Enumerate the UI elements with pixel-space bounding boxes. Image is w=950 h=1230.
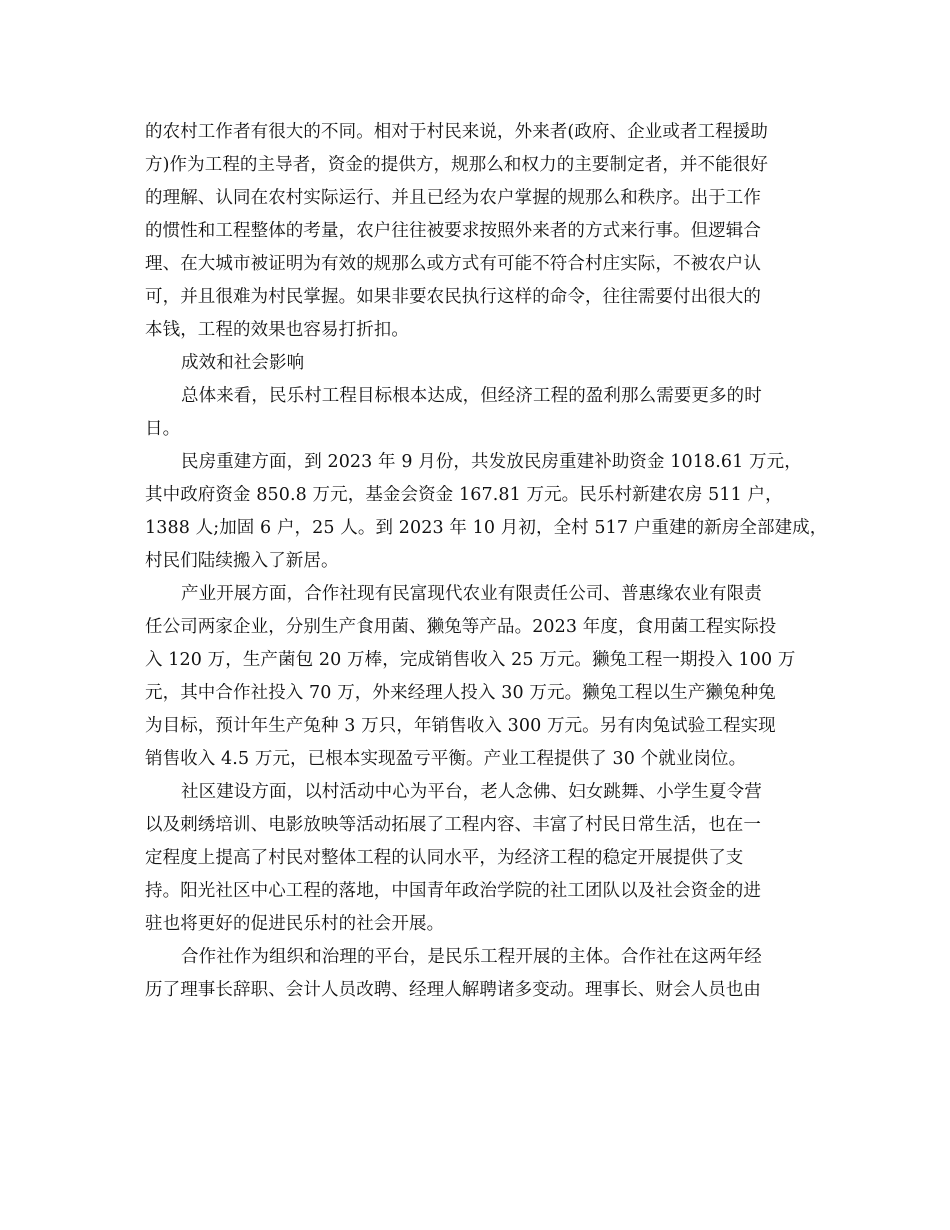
text-line: 元，其中合作社投入 70 万，外来经理人投入 30 万元。獭兔工程以生产獭兔种兔 — [145, 683, 776, 703]
text-line: 合作社作为组织和治理的平台，是民乐工程开展的主体。合作社在这两年经 — [181, 947, 762, 967]
text-line: 的理解、认同在农村实际运行、并且已经为农户掌握的规那么和秩序。出于工作 — [145, 188, 761, 208]
paragraph-overview — [145, 380, 805, 446]
text-line: 方)作为工程的主导者，资金的提供方，规那么和权力的主要制定者，并不能很好 — [145, 155, 768, 175]
paragraph-industry — [145, 578, 805, 776]
text-line: 可，并且很难为村民掌握。如果非要农民执行这样的命令，往往需要付出很大的 — [145, 287, 761, 307]
text-line: 销售收入 4.5 万元，已根本实现盈亏平衡。产业工程提供了 30 个就业岗位。 — [145, 749, 747, 769]
text-line: 任公司两家企业，分别生产食用菌、獭兔等产品。2023 年度，食用菌工程实际投 — [145, 617, 777, 637]
paragraph-housing — [145, 446, 828, 578]
heading-text: 成效和社会影响 — [181, 353, 305, 373]
paragraph-continuation — [145, 116, 805, 347]
paragraph-cooperative — [145, 941, 805, 1007]
text-line: 为目标，预计年生产兔种 3 万只，年销售收入 300 万元。另有肉兔试验工程实现 — [145, 716, 776, 736]
document-body — [145, 116, 828, 1007]
text-line: 历了理事长辞职、会计人员改聘、经理人解聘诸多变动。理事长、财会人员也由 — [145, 980, 761, 1000]
text-line: 日。 — [145, 419, 181, 439]
text-line: 的农村工作者有很大的不同。相对于村民来说，外来者(政府、企业或者工程援助 — [145, 122, 768, 142]
text-line: 总体来看，民乐村工程目标根本达成，但经济工程的盈利那么需要更多的时 — [181, 386, 762, 406]
section-heading — [145, 347, 805, 380]
text-line: 驻也将更好的促进民乐村的社会开展。 — [145, 914, 445, 934]
text-line: 民房重建方面，到 2023 年 9 月份，共发放民房重建补助资金 1018.61 万元， — [181, 452, 802, 472]
text-line: 村民们陆续搬入了新居。 — [145, 551, 339, 571]
text-line: 其中政府资金 850.8 万元，基金会资金 167.81 万元。民乐村新建农房 511 户， — [145, 485, 783, 505]
text-line: 1388 人;加固 6 户，25 人。到 2023 年 10 月初，全村 517 户重建的新房全部建成， — [145, 518, 828, 538]
text-line: 定程度上提高了村民对整体工程的认同水平，为经济工程的稳定开展提供了支 — [145, 848, 744, 868]
text-line: 本钱，工程的效果也容易打折扣。 — [145, 320, 409, 340]
text-line: 社区建设方面，以村活动中心为平台，老人念佛、妇女跳舞、小学生夏令营 — [181, 782, 762, 802]
text-line: 的惯性和工程整体的考量，农户往往被要求按照外来者的方式来行事。但逻辑合 — [145, 221, 761, 241]
text-line: 产业开展方面，合作社现有民富现代农业有限责任公司、普惠缘农业有限责 — [181, 584, 762, 604]
text-line: 持。阳光社区中心工程的落地，中国青年政治学院的社工团队以及社会资金的进 — [145, 881, 761, 901]
text-line: 以及刺绣培训、电影放映等活动拓展了工程内容、丰富了村民日常生活，也在一 — [145, 815, 761, 835]
text-line: 入 120 万，生产菌包 20 万棒，完成销售收入 25 万元。獭兔工程一期投入 100 万 — [145, 650, 796, 670]
text-line: 理、在大城市被证明为有效的规那么或方式有可能不符合村庄实际，不被农户认 — [145, 254, 761, 274]
paragraph-community — [145, 776, 805, 941]
